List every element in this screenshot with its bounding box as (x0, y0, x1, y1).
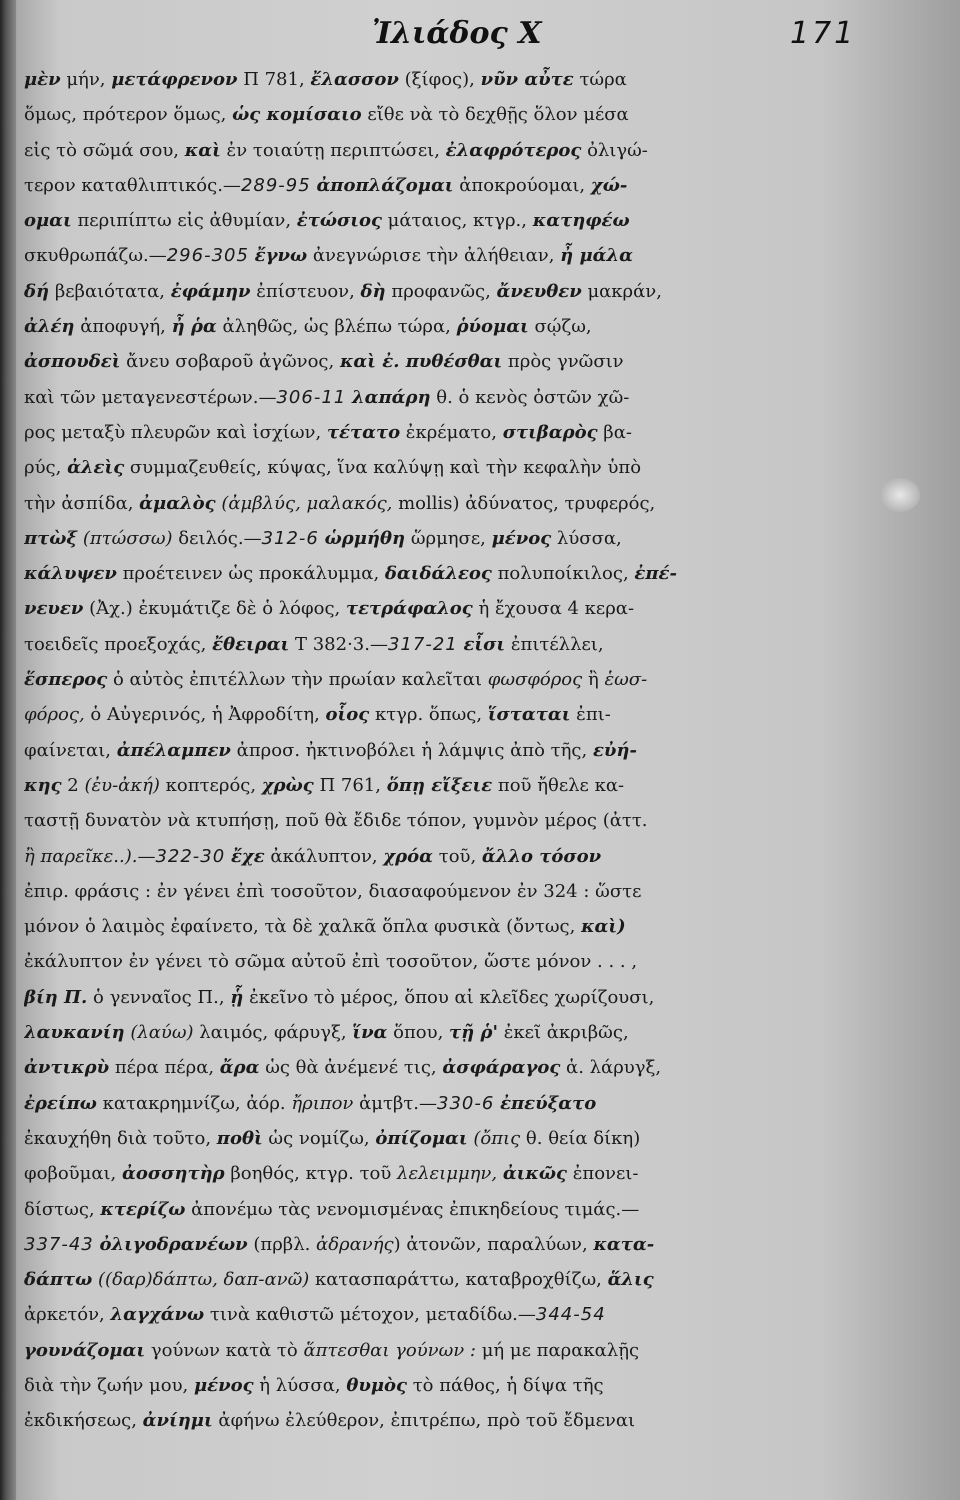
gloss-text: ὡς νομίζω, (262, 1127, 376, 1149)
gloss-text: τινὰ καθιστῶ μέτοχον, μεταδίδω.— (204, 1304, 536, 1326)
lemma: λαυκανίη (24, 1022, 125, 1044)
lemma: ἔχε (230, 845, 265, 867)
gloss-text: τοῦ, (433, 845, 482, 867)
gloss-text: ἀκάλυπτον, (264, 845, 384, 867)
gloss-text: εἴθε νὰ τὸ δεχθῇς ὅλον μέσα (361, 104, 629, 126)
line-reference: 289-95 (240, 174, 311, 196)
gloss-text: τοειδεῖς προεξοχάς, (24, 633, 213, 655)
text-line (24, 944, 884, 979)
lemma: κτερίζω (100, 1198, 186, 1220)
text-line (24, 909, 884, 944)
paper-stain (880, 478, 920, 512)
italic-gloss: ἀδρανής (316, 1233, 394, 1255)
line-reference: 337-43 (24, 1233, 94, 1255)
lemma: ομαι (24, 210, 72, 232)
lemma: κατηφέω (532, 210, 630, 232)
gloss-text: ἁ. λάρυγξ, (560, 1057, 662, 1079)
lemma: ᾗ (230, 986, 244, 1008)
lemma: κάλυψεν (24, 563, 117, 585)
lemma: ῥύομαι (456, 316, 529, 338)
gloss-text: ὁ αὐτὸς ἐπιτέλλων τὴν πρωίαν καλεῖται (107, 669, 488, 691)
gloss-text: ὀλιγώ- (581, 139, 648, 161)
gloss-text: (πρβλ. (247, 1233, 317, 1255)
text-line (24, 521, 884, 556)
gloss-text: φαίνεται, (24, 739, 117, 761)
gloss-text: προφανῶς, (385, 280, 497, 302)
gloss-text: προέτεινεν ὡς προκάλυμμα, (116, 563, 385, 585)
lemma: ἐλαφρότερος (445, 139, 582, 161)
text-line (24, 450, 884, 485)
lemma: δαιδάλεος (384, 563, 492, 585)
lemma: ἐπέ- (634, 563, 677, 585)
gloss-text: τὴν ἀσπίδα, (24, 492, 140, 514)
lemma: ὅπῃ εἴξειε (386, 774, 493, 796)
gloss-text: ἐκδικήσεως, (24, 1410, 143, 1432)
line-reference: 317-21 (387, 633, 458, 655)
lemma: ἦ μάλα (560, 245, 633, 267)
gloss-text: σκυθρωπάζω.— (24, 245, 167, 267)
gloss-text: ἐκάλυπτον ἐν γένει τὸ σῶμα αὐτοῦ ἐπὶ τοσοῦτον, ὥστε μόνον . . . , (24, 951, 638, 973)
lemma: ὀπίζομαι (375, 1127, 468, 1149)
lemma: ἦ ῥα (171, 316, 217, 338)
lemma: ἅλις (607, 1269, 654, 1291)
gloss-text: ἀποφυγή, (74, 316, 172, 338)
text-line (24, 839, 884, 874)
gloss-text: Π 761, (313, 774, 387, 796)
page-header (0, 12, 960, 56)
gloss-text: ἀμτβτ.— (353, 1092, 438, 1114)
gloss-text: (Ἀχ.) ἐκυμάτιζε δὲ ὁ λόφος, (83, 598, 346, 620)
gloss-text: ρος μεταξὺ πλευρῶν καὶ ἰσχίων, (24, 421, 327, 443)
lemma: ἐφάμην (170, 280, 251, 302)
gloss-text: ὡς θὰ ἀνέμενέ τις, (259, 1057, 443, 1079)
gloss-text: καὶ τῶν μεταγενεστέρων.— (24, 386, 277, 408)
gloss-text: κοπτερός, (159, 774, 262, 796)
gloss-text: βα- (597, 421, 632, 443)
gloss-text: ὁ Αὐγερινός, ἡ Ἀφροδίτη, (84, 704, 326, 726)
lemma: πτὼξ (24, 527, 78, 549)
gloss-text: ποῦ ἤθελε κα- (492, 774, 625, 796)
gloss-text: ἀφήνω ἐλεύθερον, ἐπιτρέπω, πρὸ τοῦ ἔδμεναι (212, 1410, 636, 1432)
lemma: ὡς κομίσαιο (232, 104, 362, 126)
lemma: τετράφαλος (346, 598, 473, 620)
gloss-text: δειλός.— (172, 527, 262, 549)
lemma: ἐτώσιος (296, 210, 382, 232)
gloss-text: βεβαιότατα, (49, 280, 171, 302)
lemma: ποθὶ (216, 1127, 263, 1149)
text-line (24, 203, 884, 238)
lemma: τῇ ῥ' (449, 1022, 498, 1044)
lemma: κατα- (593, 1233, 655, 1255)
gloss-text: ἐπονει- (566, 1163, 639, 1185)
gloss-text: λύσσα, (551, 527, 622, 549)
text-line (24, 556, 884, 591)
gloss-text: πέρα πέρα, (109, 1057, 220, 1079)
gloss-text: ἐπιτέλλει, (505, 633, 604, 655)
lemma: κης (24, 774, 62, 796)
book-spine-shadow (0, 0, 16, 1500)
gloss-text: ἀποκρούομαι, (453, 174, 591, 196)
gloss-text: τερον καταθλιπτικός.— (24, 174, 241, 196)
lemma: ἀλέη (24, 316, 75, 338)
text-line (24, 344, 884, 379)
text-line (24, 980, 884, 1015)
gloss-text: ἡ ἔχουσα 4 κερα- (472, 598, 635, 620)
commentary-text (24, 62, 884, 1439)
gloss-text: πολυποίκιλος, (491, 563, 635, 585)
lemma: ὀλιγοδρανέων (99, 1233, 248, 1255)
line-reference: 322-30 (155, 845, 226, 867)
italic-gloss: (ὄπις (467, 1127, 521, 1149)
gloss-text: ὁ γενναῖος Π., (87, 986, 231, 1008)
gloss-text: ἀρκετόν, (24, 1304, 111, 1326)
lemma: μὲν (24, 69, 61, 90)
gloss-text: μόνον ὁ λαιμὸς ἐφαίνετο, τὰ δὲ χαλκᾶ ὅπλα φυσικὰ (ὄντως, (24, 916, 582, 938)
text-line (24, 1050, 884, 1085)
gloss-text: γούνων κατὰ τὸ (145, 1339, 304, 1361)
lemma: βίη Π. (24, 986, 88, 1008)
text-line (24, 768, 884, 803)
lemma: ἀσφάραγος (442, 1057, 561, 1079)
gloss-text: φοβοῦμαι, (24, 1163, 122, 1185)
lemma: μετάφρενον (111, 69, 238, 90)
text-line (24, 133, 884, 168)
gloss-text: 2 (61, 774, 85, 796)
lemma: χώ- (590, 174, 628, 196)
gloss-text: ἄνευ σοβαροῦ ἀγῶνος, (120, 351, 340, 373)
text-line (24, 380, 884, 415)
lemma: στιβαρὸς (502, 421, 598, 443)
gloss-text: μήν, (60, 69, 112, 90)
lemma: ἵσταται (487, 704, 571, 726)
lemma: εὐή- (592, 739, 637, 761)
gloss-text: Π 781, (237, 69, 311, 90)
lemma: δὴ (360, 280, 386, 302)
gloss-text: κτγρ. ὅπως, (369, 704, 488, 726)
lemma: ἀποπλάζομαι (316, 174, 454, 196)
text-line (24, 62, 884, 97)
gloss-text: Τ 382·3.— (289, 633, 388, 655)
lemma: ἵνα (352, 1022, 388, 1044)
text-line (24, 733, 884, 768)
gloss-text: ἐπι- (570, 704, 611, 726)
text-line (24, 238, 884, 273)
gloss-text: ἢ (582, 669, 605, 691)
italic-gloss: ((δαρ)δάπτω, δαπ-ανῶ) (92, 1269, 310, 1291)
lemma: ἀοσσητὴρ (121, 1163, 225, 1185)
line-reference: 306-11 (276, 386, 347, 408)
lemma: ἔγνω (254, 245, 308, 267)
lemma: μένος (491, 527, 552, 549)
text-line (24, 1262, 884, 1297)
line-reference: 330-6 (437, 1092, 495, 1114)
lemma: τέτατο (326, 421, 401, 443)
gloss-text: ὅμως, πρότερον ὅμως, (24, 104, 233, 126)
lemma: λαπάρη (351, 386, 431, 408)
lemma: εἶσι (463, 633, 506, 655)
gloss-text: τὸ πάθος, ἡ δίψα τῆς (406, 1374, 604, 1396)
gloss-text: περιπίπτω εἰς ἀθυμίαν, (71, 210, 297, 232)
text-line (24, 1227, 884, 1262)
text-line (24, 662, 884, 697)
lemma: μένος (193, 1374, 254, 1396)
lemma: νευεν (24, 598, 84, 620)
lemma: ἕσπερος (24, 669, 108, 691)
text-line (24, 1015, 884, 1050)
gloss-text: μάταιος, κτγρ., (381, 210, 533, 232)
gloss-text: ἐκρέματο, (400, 421, 503, 443)
text-line (24, 1297, 884, 1332)
italic-gloss: ἅπτεσθαι γούνων : (303, 1339, 476, 1361)
lemma: ἀμαλὸς (139, 492, 216, 514)
lemma: καὶ ἐ. πυθέσθαι (339, 351, 503, 373)
text-line (24, 1192, 884, 1227)
gloss-text: ἐκεῖ ἀκριβῶς, (498, 1022, 629, 1044)
italic-gloss: (ἐυ-ἀκή) (84, 774, 160, 796)
gloss-text: ἀληθῶς, ὡς βλέπω τώρα, (216, 316, 457, 338)
gloss-text: ἐκαυχήθη διὰ τοῦτο, (24, 1127, 217, 1149)
lemma: χρὼς (261, 774, 314, 796)
text-line (24, 1121, 884, 1156)
lemma: ἄλλο τόσον (481, 845, 602, 867)
italic-gloss: ἤριπον (291, 1092, 354, 1114)
lemma: ἔλασσον (310, 69, 399, 90)
gloss-text: ἐπίστευον, (250, 280, 361, 302)
gloss-text: ὅπου, (387, 1022, 450, 1044)
text-line (24, 1333, 884, 1368)
lemma: ὡρμήθη (324, 527, 406, 549)
gloss-text: σῴζω, (528, 316, 592, 338)
lemma: θυμὸς (346, 1374, 407, 1396)
gloss-text: συμμαζευθείς, κύψας, ἵνα καλύψῃ καὶ τὴν κεφαλὴν ὑπὸ (124, 457, 642, 479)
running-title: Ἰλιάδος Χ (372, 16, 542, 51)
italic-gloss: (πτώσσω) (77, 527, 173, 549)
gloss-text: μακράν, (581, 280, 662, 302)
gloss-text: θ. ὁ κενὸς ὀστῶν χῶ- (430, 386, 630, 408)
gloss-text: ἀπονέμω τὰς νενομισμένας ἐπικηδείους τιμάς.— (185, 1198, 640, 1220)
gloss-text: ἡ λύσσα, (253, 1374, 347, 1396)
page-number: 171 (790, 16, 857, 51)
gloss-text: ὥρμησε, (405, 527, 492, 549)
gloss-text: διὰ τὴν ζωήν μου, (24, 1374, 194, 1396)
text-line (24, 168, 884, 203)
text-line (24, 274, 884, 309)
gloss-text: ἀνεγνώρισε τὴν ἀλήθειαν, (307, 245, 561, 267)
italic-gloss: (λαύω) (124, 1022, 194, 1044)
lemma: δάπτω (24, 1269, 93, 1291)
gloss-text: (ξίφος), (398, 69, 481, 90)
gloss-text: δίστως, (24, 1198, 101, 1220)
lemma: ἄνευθεν (496, 280, 582, 302)
gloss-text: ἐπιρ. φράσις : ἐν γένει ἐπὶ τοσοῦτον, διασαφούμενον ἐν 324 : ὥστε (24, 880, 642, 902)
gloss-text: ἐκεῖνο τὸ μέρος, ὅπου αἱ κλεῖδες χωρίζουσι, (243, 986, 655, 1008)
lemma: δή (24, 280, 50, 302)
text-line (24, 486, 884, 521)
gloss-text: τώρα (573, 69, 627, 90)
text-line (24, 97, 884, 132)
lemma: ἀντικρὺ (24, 1057, 110, 1079)
italic-gloss: ἑωσ- (604, 669, 648, 691)
italic-gloss: φωσφόρος (487, 669, 583, 691)
lemma: χρόα (383, 845, 434, 867)
lemma: ἐπεύξατο (500, 1092, 597, 1114)
text-line (24, 803, 884, 838)
lemma: νῦν αὖτε (480, 69, 574, 90)
italic-gloss: (ἀμβλύς, μαλακός, (215, 492, 393, 514)
gloss-text: πρὸς γνῶσιν (502, 351, 624, 373)
text-line (24, 1403, 884, 1438)
gloss-text: κατασπαράττω, καταβροχθίζω, (309, 1269, 608, 1291)
gloss-text: mollis) ἀδύνατος, τρυφερός, (392, 492, 656, 514)
lemma: καὶ (184, 139, 221, 161)
text-line (24, 591, 884, 626)
lemma: καὶ) (581, 916, 626, 938)
gloss-text: λαιμός, φάρυγξ, (193, 1022, 353, 1044)
text-line (24, 697, 884, 732)
lemma: ἔθειραι (212, 633, 290, 655)
lemma: οἷος (325, 704, 370, 726)
gloss-text: βοηθός, κτγρ. τοῦ (224, 1163, 398, 1185)
lemma: ἀπέλαμπεν (116, 739, 231, 761)
text-line (24, 627, 884, 662)
line-reference: 312-6 (261, 527, 319, 549)
lemma: ἐρείπω (24, 1092, 97, 1114)
gloss-text: ) ἀτονῶν, παραλύων, (393, 1233, 594, 1255)
gloss-text: ἀπροσ. ἠκτινοβόλει ἡ λάμψις ἀπὸ τῆς, (230, 739, 593, 761)
gloss-text: ταστῇ δυνατὸν νὰ κτυπήσῃ, ποῦ θὰ ἔδιδε τόπον, γυμνὸν μέρος (ἀττ. (24, 810, 648, 832)
gloss-text: ρύς, (24, 457, 68, 479)
text-line (24, 874, 884, 909)
line-reference: 296-305 (166, 245, 249, 267)
text-line (24, 415, 884, 450)
text-line (24, 1156, 884, 1191)
line-reference: 344-54 (535, 1304, 606, 1326)
lemma: ἀσπουδεὶ (24, 351, 121, 373)
lemma: γουνάζομαι (24, 1339, 146, 1361)
gloss-text: ἐν τοιαύτῃ περιπτώσει, (220, 139, 446, 161)
lemma: ἀικῶς (502, 1163, 567, 1185)
text-line (24, 1368, 884, 1403)
text-line (24, 1086, 884, 1121)
italic-gloss: ἢ παρεῖκε..). (24, 845, 138, 867)
gloss-text: θ. θεία δίκη) (520, 1127, 641, 1149)
lemma: ἀλεὶς (67, 457, 125, 479)
lemma: λαγχάνω (110, 1304, 205, 1326)
lemma: ἀνίημι (142, 1410, 213, 1432)
gloss-text: μή με παρακαλῇς (475, 1339, 640, 1361)
lemma: ἄρα (219, 1057, 260, 1079)
gloss-text: — (137, 845, 156, 867)
italic-gloss: φόρος, (24, 704, 85, 726)
gloss-text: εἰς τὸ σῶμά σου, (24, 139, 185, 161)
text-line (24, 309, 884, 344)
gloss-text: κατακρημνίζω, ἀόρ. (96, 1092, 292, 1114)
italic-gloss: λελειμμην, (397, 1163, 498, 1185)
